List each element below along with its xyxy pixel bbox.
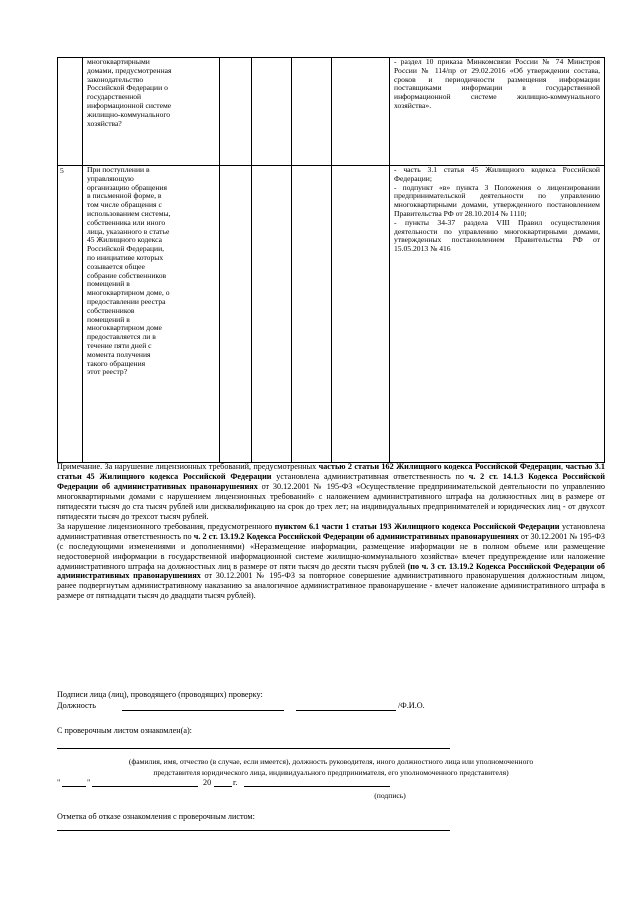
refusal-label: Отметка об отказе ознакомления с проверочным листом: [57, 812, 255, 821]
answer-na-cell[interactable] [292, 58, 332, 166]
acquainted-caption: (фамилия, имя, отчество (в случае, если имеется), должность руководителя, иного должностного лица или уполномоченного [128, 757, 534, 766]
note-paragraph: За нарушение лицензионного требования, предусмотренного пунктом 6.1 части 1 статьи 193 Жилищного кодекса Российской Федерации установлена административная ответственность по ч. 2 ст. 13.19.2 Кодекса Российской Федерации об административных правонарушениях от 30.12.2001 № 195-ФЗ (с последующими изменениями и дополнениями) «Неразмещение информации, размещение информации не в полном объеме или размещение недостоверной информации в государственной информационной системе жилищно-коммунального хозяйства» влечет предупреждение или наложение административного штрафа на должностных лиц в размере от пяти тысяч до десяти тысяч рублей (по ч. 3 ст. 13.19.2 Кодекса Российской Федерации об административных правонарушениях от 30.12.2001 № 195-ФЗ за повторное совершение административного правонарушения должностным лицом, ранее подвергнутым административному наказанию за аналогичное административное правонарушение - влечет наложение административного штрафа в размере от пятнадцати тысяч до двадцати тысяч рублей). [57, 521, 605, 601]
table-row [58, 58, 605, 166]
question-cell: При поступлении в управляющую организацию обращения в письменной форме, в том числе обращения с использованием системы, собственника или иного лица, указанного в статье 45 Жилищного кодекса Российской Федерации, по инициативе которых созывается общее собрание собственников помещений в многоквартирном доме, о предоставлении реестра собственников помещений в многоквартирном доме предоставляется ли в течение пяти дней с момента получения такого обращения этот реестр? [83, 166, 220, 463]
reference-cell [390, 58, 605, 166]
comment-cell[interactable] [332, 58, 390, 166]
row-number-cell [58, 58, 83, 166]
inspector-signature-label: Подписи лица (лиц), проводящего (проводящих) проверку: [57, 690, 263, 699]
legal-reference: - раздел 10 приказа Минкомсвязи России № 74 Минстроя России № 114/пр от 29.02.2016 «Об утверждении состава, сроков и периодичности размещения информации поставщиками информации в государственной информационной системе жилищно-коммунального хозяйства». [394, 57, 600, 110]
legal-reference: - часть 3.1 статья 45 Жилищного кодекса Российской Федерации; [394, 165, 600, 183]
acquainted-name-line[interactable] [57, 748, 450, 749]
signature-caption: (подпись) [374, 791, 406, 800]
note-paragraph: Примечание. За нарушение лицензионных требований, предусмотренных частью 2 статьи 162 Жилищного кодекса Российской Федерации, частью 3.1 статьи 45 Жилищного кодекса Российской Федерации установлена административная ответственность по ч. 2 ст. 14.1.3 Кодекса Российской Федерации об административных правонарушениях от 30.12.2001 № 195-ФЗ «Осуществление предпринимательской деятельности по управлению многоквартирными домами с нарушением лицензионных требований» с наложением административного штрафа на должностных лиц в размере от пятидесяти тысяч до ста тысяч рублей или дисквалификацию на срок до трех лет; на индивидуальных предпринимателей и юридических лиц - от двухсот пятидесяти тысяч до трехсот тысяч рублей. [57, 462, 605, 521]
acquainted-label: С проверочным листом ознакомлен(а): [57, 726, 192, 735]
checklist-table [57, 57, 605, 463]
penalty-note [57, 462, 605, 601]
date-year-prefix: 20 [203, 778, 212, 787]
fio-label: /Ф.И.О. [398, 701, 425, 710]
legal-reference: - подпункт «в» пункта 3 Положения о лицензировании предпринимательской деятельности по управлению многоквартирными домами, утвержденного постановлением Правительства РФ от 28.10.2014 № 1110; [394, 182, 600, 218]
refusal-line[interactable] [57, 830, 450, 831]
position-signature-line[interactable] [122, 710, 284, 711]
answer-no-cell[interactable] [252, 166, 292, 463]
reference-cell [390, 166, 605, 463]
acquainted-signature-line[interactable] [244, 786, 390, 787]
position-label: Должность [57, 701, 96, 710]
date-month-line[interactable] [92, 786, 198, 787]
row-number-cell: 5 [58, 166, 83, 463]
legal-reference: - пункты 34-37 раздела VIII Правил осуществления деятельности по управлению многоквартирными домами, утвержденных постановлением Правительства РФ от 15.05.2013 № 416 [394, 217, 600, 254]
acquainted-caption: представителя юридического лица, индивидуального предпринимателя, его уполномоченного представителя) [153, 768, 509, 777]
answer-yes-cell[interactable] [220, 166, 252, 463]
question-cell: многоквартирными домами, предусмотренная законодательство Российской Федерации о государственной информационной системе жилищно-коммунального хозяйства? [83, 58, 220, 166]
date-open-quote: " [57, 778, 61, 787]
answer-yes-cell[interactable] [220, 58, 252, 166]
date-year-suffix: г. [233, 778, 238, 787]
comment-cell[interactable] [332, 166, 390, 463]
date-close-quote: " [87, 778, 91, 787]
answer-no-cell[interactable] [252, 58, 292, 166]
answer-na-cell[interactable] [292, 166, 332, 463]
date-year-line[interactable] [214, 786, 232, 787]
fio-signature-line[interactable] [296, 710, 396, 711]
date-day-line[interactable] [62, 786, 86, 787]
table-row [58, 166, 605, 463]
